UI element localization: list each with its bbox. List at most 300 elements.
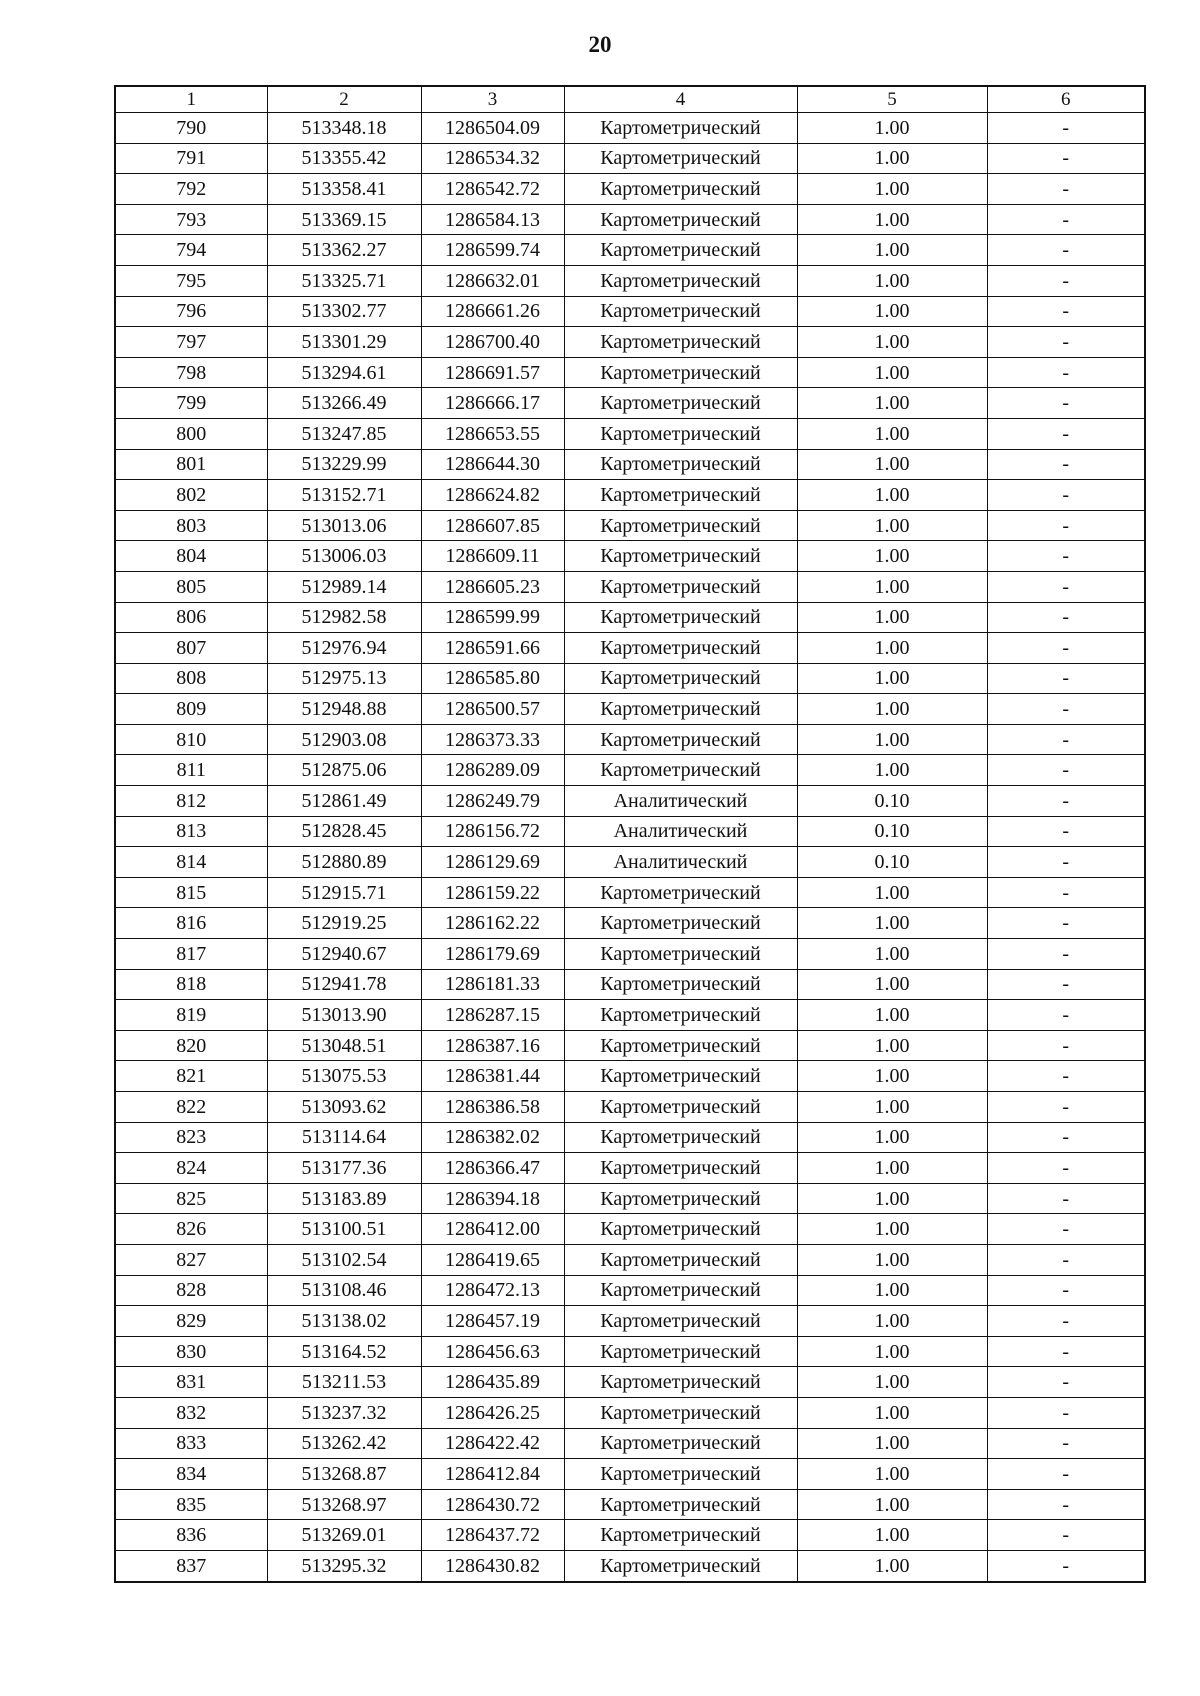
y-coordinate-cell: 1286584.13 — [421, 204, 564, 235]
table-row — [115, 694, 1145, 725]
x-coordinate-cell: 512940.67 — [267, 939, 421, 970]
method-cell: Картометрический — [564, 1306, 797, 1337]
note-cell: - — [987, 908, 1145, 939]
accuracy-cell: 1.00 — [797, 939, 987, 970]
point-number-cell: 823 — [115, 1122, 267, 1153]
point-number-cell: 831 — [115, 1367, 267, 1398]
point-number-cell: 794 — [115, 235, 267, 266]
point-number-cell: 805 — [115, 571, 267, 602]
y-coordinate-cell: 1286181.33 — [421, 969, 564, 1000]
note-cell: - — [987, 1367, 1145, 1398]
point-number-cell: 833 — [115, 1428, 267, 1459]
point-number-cell: 830 — [115, 1336, 267, 1367]
y-coordinate-cell: 1286653.55 — [421, 418, 564, 449]
point-number-cell: 800 — [115, 418, 267, 449]
accuracy-cell: 1.00 — [797, 1489, 987, 1520]
note-cell: - — [987, 1000, 1145, 1031]
note-cell: - — [987, 265, 1145, 296]
note-cell: - — [987, 1397, 1145, 1428]
table-row — [115, 1306, 1145, 1337]
method-cell: Картометрический — [564, 1550, 797, 1581]
table-row — [115, 1550, 1145, 1581]
y-coordinate-cell: 1286661.26 — [421, 296, 564, 327]
point-number-cell: 803 — [115, 510, 267, 541]
table-row — [115, 908, 1145, 939]
x-coordinate-cell: 513266.49 — [267, 388, 421, 419]
table-row — [115, 1122, 1145, 1153]
table-row — [115, 1092, 1145, 1123]
note-cell: - — [987, 1520, 1145, 1551]
y-coordinate-cell: 1286644.30 — [421, 449, 564, 480]
table-row — [115, 1428, 1145, 1459]
point-number-cell: 801 — [115, 449, 267, 480]
method-cell: Картометрический — [564, 1092, 797, 1123]
note-cell: - — [987, 174, 1145, 205]
table-row — [115, 877, 1145, 908]
x-coordinate-cell: 512915.71 — [267, 877, 421, 908]
x-coordinate-cell: 513362.27 — [267, 235, 421, 266]
accuracy-cell: 1.00 — [797, 602, 987, 633]
x-coordinate-cell: 512948.88 — [267, 694, 421, 725]
accuracy-cell: 0.10 — [797, 847, 987, 878]
accuracy-cell: 1.00 — [797, 418, 987, 449]
table-row — [115, 1214, 1145, 1245]
point-number-cell: 826 — [115, 1214, 267, 1245]
note-cell: - — [987, 1550, 1145, 1581]
note-cell: - — [987, 510, 1145, 541]
note-cell: - — [987, 939, 1145, 970]
x-coordinate-cell: 513269.01 — [267, 1520, 421, 1551]
method-cell: Картометрический — [564, 1489, 797, 1520]
method-cell: Картометрический — [564, 1397, 797, 1428]
point-number-cell: 804 — [115, 541, 267, 572]
note-cell: - — [987, 1030, 1145, 1061]
table-row — [115, 1244, 1145, 1275]
point-number-cell: 832 — [115, 1397, 267, 1428]
note-cell: - — [987, 816, 1145, 847]
method-cell: Картометрический — [564, 1428, 797, 1459]
note-cell: - — [987, 1244, 1145, 1275]
method-cell: Картометрический — [564, 143, 797, 174]
x-coordinate-cell: 513229.99 — [267, 449, 421, 480]
y-coordinate-cell: 1286249.79 — [421, 786, 564, 817]
method-cell: Картометрический — [564, 969, 797, 1000]
y-coordinate-cell: 1286599.99 — [421, 602, 564, 633]
accuracy-cell: 1.00 — [797, 1306, 987, 1337]
y-coordinate-cell: 1286542.72 — [421, 174, 564, 205]
point-number-cell: 813 — [115, 816, 267, 847]
accuracy-cell: 1.00 — [797, 633, 987, 664]
table-row — [115, 939, 1145, 970]
x-coordinate-cell: 512982.58 — [267, 602, 421, 633]
y-coordinate-cell: 1286591.66 — [421, 633, 564, 664]
table-row — [115, 296, 1145, 327]
x-coordinate-cell: 513102.54 — [267, 1244, 421, 1275]
y-coordinate-cell: 1286162.22 — [421, 908, 564, 939]
note-cell: - — [987, 633, 1145, 664]
note-cell: - — [987, 969, 1145, 1000]
point-number-cell: 791 — [115, 143, 267, 174]
y-coordinate-cell: 1286412.00 — [421, 1214, 564, 1245]
x-coordinate-cell: 513262.42 — [267, 1428, 421, 1459]
table-row — [115, 418, 1145, 449]
column-header: 3 — [421, 86, 564, 113]
x-coordinate-cell: 512975.13 — [267, 663, 421, 694]
x-coordinate-cell: 513075.53 — [267, 1061, 421, 1092]
method-cell: Картометрический — [564, 633, 797, 664]
accuracy-cell: 1.00 — [797, 724, 987, 755]
point-number-cell: 834 — [115, 1459, 267, 1490]
method-cell: Картометрический — [564, 755, 797, 786]
table-row — [115, 1367, 1145, 1398]
accuracy-cell: 1.00 — [797, 1275, 987, 1306]
note-cell: - — [987, 1092, 1145, 1123]
point-number-cell: 811 — [115, 755, 267, 786]
x-coordinate-cell: 512880.89 — [267, 847, 421, 878]
accuracy-cell: 1.00 — [797, 1061, 987, 1092]
page-number: 20 — [588, 32, 612, 57]
table-row — [115, 174, 1145, 205]
point-number-cell: 822 — [115, 1092, 267, 1123]
accuracy-cell: 1.00 — [797, 357, 987, 388]
table-row — [115, 724, 1145, 755]
x-coordinate-cell: 513152.71 — [267, 480, 421, 511]
table-row — [115, 1397, 1145, 1428]
x-coordinate-cell: 513301.29 — [267, 327, 421, 358]
method-cell: Картометрический — [564, 1336, 797, 1367]
method-cell: Картометрический — [564, 113, 797, 144]
table-row — [115, 143, 1145, 174]
method-cell: Аналитический — [564, 847, 797, 878]
y-coordinate-cell: 1286422.42 — [421, 1428, 564, 1459]
x-coordinate-cell: 512828.45 — [267, 816, 421, 847]
note-cell: - — [987, 663, 1145, 694]
table-row — [115, 1520, 1145, 1551]
accuracy-cell: 1.00 — [797, 265, 987, 296]
x-coordinate-cell: 513114.64 — [267, 1122, 421, 1153]
y-coordinate-cell: 1286430.72 — [421, 1489, 564, 1520]
x-coordinate-cell: 513358.41 — [267, 174, 421, 205]
column-header: 4 — [564, 86, 797, 113]
point-number-cell: 817 — [115, 939, 267, 970]
note-cell: - — [987, 1122, 1145, 1153]
table-row — [115, 113, 1145, 144]
note-cell: - — [987, 541, 1145, 572]
method-cell: Картометрический — [564, 1459, 797, 1490]
table-row — [115, 1489, 1145, 1520]
note-cell: - — [987, 755, 1145, 786]
method-cell: Картометрический — [564, 602, 797, 633]
y-coordinate-cell: 1286387.16 — [421, 1030, 564, 1061]
y-coordinate-cell: 1286430.82 — [421, 1550, 564, 1581]
point-number-cell: 814 — [115, 847, 267, 878]
table-row — [115, 357, 1145, 388]
table-row — [115, 816, 1145, 847]
y-coordinate-cell: 1286624.82 — [421, 480, 564, 511]
method-cell: Картометрический — [564, 1275, 797, 1306]
method-cell: Картометрический — [564, 541, 797, 572]
accuracy-cell: 1.00 — [797, 388, 987, 419]
point-number-cell: 812 — [115, 786, 267, 817]
column-header: 1 — [115, 86, 267, 113]
x-coordinate-cell: 513268.97 — [267, 1489, 421, 1520]
table-row — [115, 755, 1145, 786]
table-row — [115, 1153, 1145, 1184]
note-cell: - — [987, 449, 1145, 480]
table-row — [115, 1275, 1145, 1306]
accuracy-cell: 0.10 — [797, 786, 987, 817]
point-number-cell: 802 — [115, 480, 267, 511]
table-row — [115, 602, 1145, 633]
table-header-row — [115, 86, 1145, 113]
y-coordinate-cell: 1286381.44 — [421, 1061, 564, 1092]
point-number-cell: 810 — [115, 724, 267, 755]
y-coordinate-cell: 1286437.72 — [421, 1520, 564, 1551]
y-coordinate-cell: 1286500.57 — [421, 694, 564, 725]
y-coordinate-cell: 1286289.09 — [421, 755, 564, 786]
accuracy-cell: 1.00 — [797, 1459, 987, 1490]
note-cell: - — [987, 1275, 1145, 1306]
method-cell: Картометрический — [564, 235, 797, 266]
method-cell: Картометрический — [564, 1061, 797, 1092]
x-coordinate-cell: 513294.61 — [267, 357, 421, 388]
x-coordinate-cell: 513177.36 — [267, 1153, 421, 1184]
table-row — [115, 541, 1145, 572]
y-coordinate-cell: 1286159.22 — [421, 877, 564, 908]
accuracy-cell: 1.00 — [797, 571, 987, 602]
accuracy-cell: 1.00 — [797, 174, 987, 205]
accuracy-cell: 1.00 — [797, 143, 987, 174]
note-cell: - — [987, 357, 1145, 388]
note-cell: - — [987, 235, 1145, 266]
accuracy-cell: 1.00 — [797, 1000, 987, 1031]
accuracy-cell: 1.00 — [797, 449, 987, 480]
note-cell: - — [987, 418, 1145, 449]
note-cell: - — [987, 1153, 1145, 1184]
accuracy-cell: 1.00 — [797, 1183, 987, 1214]
table-row — [115, 449, 1145, 480]
method-cell: Картометрический — [564, 724, 797, 755]
y-coordinate-cell: 1286382.02 — [421, 1122, 564, 1153]
table-row — [115, 1000, 1145, 1031]
method-cell: Картометрический — [564, 1367, 797, 1398]
x-coordinate-cell: 513164.52 — [267, 1336, 421, 1367]
method-cell: Картометрический — [564, 1520, 797, 1551]
method-cell: Картометрический — [564, 174, 797, 205]
table-row — [115, 265, 1145, 296]
x-coordinate-cell: 512903.08 — [267, 724, 421, 755]
method-cell: Картометрический — [564, 939, 797, 970]
y-coordinate-cell: 1286472.13 — [421, 1275, 564, 1306]
method-cell: Картометрический — [564, 571, 797, 602]
method-cell: Картометрический — [564, 357, 797, 388]
note-cell: - — [987, 480, 1145, 511]
note-cell: - — [987, 1214, 1145, 1245]
method-cell: Картометрический — [564, 1122, 797, 1153]
table-row — [115, 1183, 1145, 1214]
column-header: 2 — [267, 86, 421, 113]
method-cell: Картометрический — [564, 908, 797, 939]
x-coordinate-cell: 513302.77 — [267, 296, 421, 327]
note-cell: - — [987, 1183, 1145, 1214]
y-coordinate-cell: 1286287.15 — [421, 1000, 564, 1031]
table-row — [115, 663, 1145, 694]
accuracy-cell: 1.00 — [797, 755, 987, 786]
note-cell: - — [987, 724, 1145, 755]
table-row — [115, 235, 1145, 266]
y-coordinate-cell: 1286457.19 — [421, 1306, 564, 1337]
point-number-cell: 798 — [115, 357, 267, 388]
point-number-cell: 815 — [115, 877, 267, 908]
x-coordinate-cell: 512875.06 — [267, 755, 421, 786]
accuracy-cell: 0.10 — [797, 816, 987, 847]
note-cell: - — [987, 847, 1145, 878]
table-body — [115, 113, 1145, 1582]
x-coordinate-cell: 513295.32 — [267, 1550, 421, 1581]
y-coordinate-cell: 1286426.25 — [421, 1397, 564, 1428]
y-coordinate-cell: 1286386.58 — [421, 1092, 564, 1123]
accuracy-cell: 1.00 — [797, 510, 987, 541]
x-coordinate-cell: 513237.32 — [267, 1397, 421, 1428]
point-number-cell: 836 — [115, 1520, 267, 1551]
point-number-cell: 816 — [115, 908, 267, 939]
x-coordinate-cell: 513013.90 — [267, 1000, 421, 1031]
table-row — [115, 969, 1145, 1000]
method-cell: Картометрический — [564, 663, 797, 694]
point-number-cell: 820 — [115, 1030, 267, 1061]
table-row — [115, 480, 1145, 511]
accuracy-cell: 1.00 — [797, 541, 987, 572]
accuracy-cell: 1.00 — [797, 694, 987, 725]
column-header: 6 — [987, 86, 1145, 113]
y-coordinate-cell: 1286609.11 — [421, 541, 564, 572]
method-cell: Картометрический — [564, 480, 797, 511]
accuracy-cell: 1.00 — [797, 969, 987, 1000]
point-number-cell: 806 — [115, 602, 267, 633]
point-number-cell: 792 — [115, 174, 267, 205]
point-number-cell: 825 — [115, 1183, 267, 1214]
accuracy-cell: 1.00 — [797, 1030, 987, 1061]
point-number-cell: 824 — [115, 1153, 267, 1184]
x-coordinate-cell: 513013.06 — [267, 510, 421, 541]
point-number-cell: 807 — [115, 633, 267, 664]
table-row — [115, 847, 1145, 878]
method-cell: Картометрический — [564, 327, 797, 358]
method-cell: Аналитический — [564, 816, 797, 847]
point-number-cell: 790 — [115, 113, 267, 144]
x-coordinate-cell: 512976.94 — [267, 633, 421, 664]
x-coordinate-cell: 513138.02 — [267, 1306, 421, 1337]
accuracy-cell: 1.00 — [797, 1428, 987, 1459]
point-number-cell: 819 — [115, 1000, 267, 1031]
y-coordinate-cell: 1286666.17 — [421, 388, 564, 419]
method-cell: Картометрический — [564, 1214, 797, 1245]
note-cell: - — [987, 1459, 1145, 1490]
point-number-cell: 793 — [115, 204, 267, 235]
accuracy-cell: 1.00 — [797, 1092, 987, 1123]
point-number-cell: 808 — [115, 663, 267, 694]
x-coordinate-cell: 513093.62 — [267, 1092, 421, 1123]
method-cell: Картометрический — [564, 296, 797, 327]
table-row — [115, 571, 1145, 602]
point-number-cell: 796 — [115, 296, 267, 327]
table-row — [115, 1336, 1145, 1367]
y-coordinate-cell: 1286394.18 — [421, 1183, 564, 1214]
y-coordinate-cell: 1286607.85 — [421, 510, 564, 541]
note-cell: - — [987, 1306, 1145, 1337]
x-coordinate-cell: 513348.18 — [267, 113, 421, 144]
x-coordinate-cell: 513108.46 — [267, 1275, 421, 1306]
accuracy-cell: 1.00 — [797, 1397, 987, 1428]
point-number-cell: 797 — [115, 327, 267, 358]
point-number-cell: 835 — [115, 1489, 267, 1520]
coordinates-table — [114, 85, 1146, 1583]
note-cell: - — [987, 1336, 1145, 1367]
y-coordinate-cell: 1286435.89 — [421, 1367, 564, 1398]
table-row — [115, 1061, 1145, 1092]
note-cell: - — [987, 113, 1145, 144]
y-coordinate-cell: 1286129.69 — [421, 847, 564, 878]
table-row — [115, 1459, 1145, 1490]
table-row — [115, 327, 1145, 358]
y-coordinate-cell: 1286456.63 — [421, 1336, 564, 1367]
method-cell: Картометрический — [564, 1183, 797, 1214]
method-cell: Картометрический — [564, 1000, 797, 1031]
y-coordinate-cell: 1286605.23 — [421, 571, 564, 602]
y-coordinate-cell: 1286366.47 — [421, 1153, 564, 1184]
note-cell: - — [987, 877, 1145, 908]
accuracy-cell: 1.00 — [797, 877, 987, 908]
method-cell: Картометрический — [564, 418, 797, 449]
y-coordinate-cell: 1286373.33 — [421, 724, 564, 755]
note-cell: - — [987, 1061, 1145, 1092]
accuracy-cell: 1.00 — [797, 235, 987, 266]
y-coordinate-cell: 1286412.84 — [421, 1459, 564, 1490]
method-cell: Картометрический — [564, 510, 797, 541]
note-cell: - — [987, 388, 1145, 419]
accuracy-cell: 1.00 — [797, 327, 987, 358]
point-number-cell: 828 — [115, 1275, 267, 1306]
y-coordinate-cell: 1286504.09 — [421, 113, 564, 144]
method-cell: Картометрический — [564, 204, 797, 235]
method-cell: Картометрический — [564, 1153, 797, 1184]
y-coordinate-cell: 1286632.01 — [421, 265, 564, 296]
method-cell: Картометрический — [564, 694, 797, 725]
y-coordinate-cell: 1286700.40 — [421, 327, 564, 358]
accuracy-cell: 1.00 — [797, 296, 987, 327]
accuracy-cell: 1.00 — [797, 1153, 987, 1184]
x-coordinate-cell: 513183.89 — [267, 1183, 421, 1214]
method-cell: Картометрический — [564, 265, 797, 296]
method-cell: Картометрический — [564, 1030, 797, 1061]
accuracy-cell: 1.00 — [797, 908, 987, 939]
note-cell: - — [987, 296, 1145, 327]
accuracy-cell: 1.00 — [797, 1244, 987, 1275]
accuracy-cell: 1.00 — [797, 480, 987, 511]
y-coordinate-cell: 1286585.80 — [421, 663, 564, 694]
point-number-cell: 809 — [115, 694, 267, 725]
note-cell: - — [987, 694, 1145, 725]
point-number-cell: 799 — [115, 388, 267, 419]
accuracy-cell: 1.00 — [797, 1122, 987, 1153]
accuracy-cell: 1.00 — [797, 1214, 987, 1245]
x-coordinate-cell: 512919.25 — [267, 908, 421, 939]
method-cell: Картометрический — [564, 877, 797, 908]
x-coordinate-cell: 512861.49 — [267, 786, 421, 817]
y-coordinate-cell: 1286599.74 — [421, 235, 564, 266]
y-coordinate-cell: 1286691.57 — [421, 357, 564, 388]
x-coordinate-cell: 513211.53 — [267, 1367, 421, 1398]
